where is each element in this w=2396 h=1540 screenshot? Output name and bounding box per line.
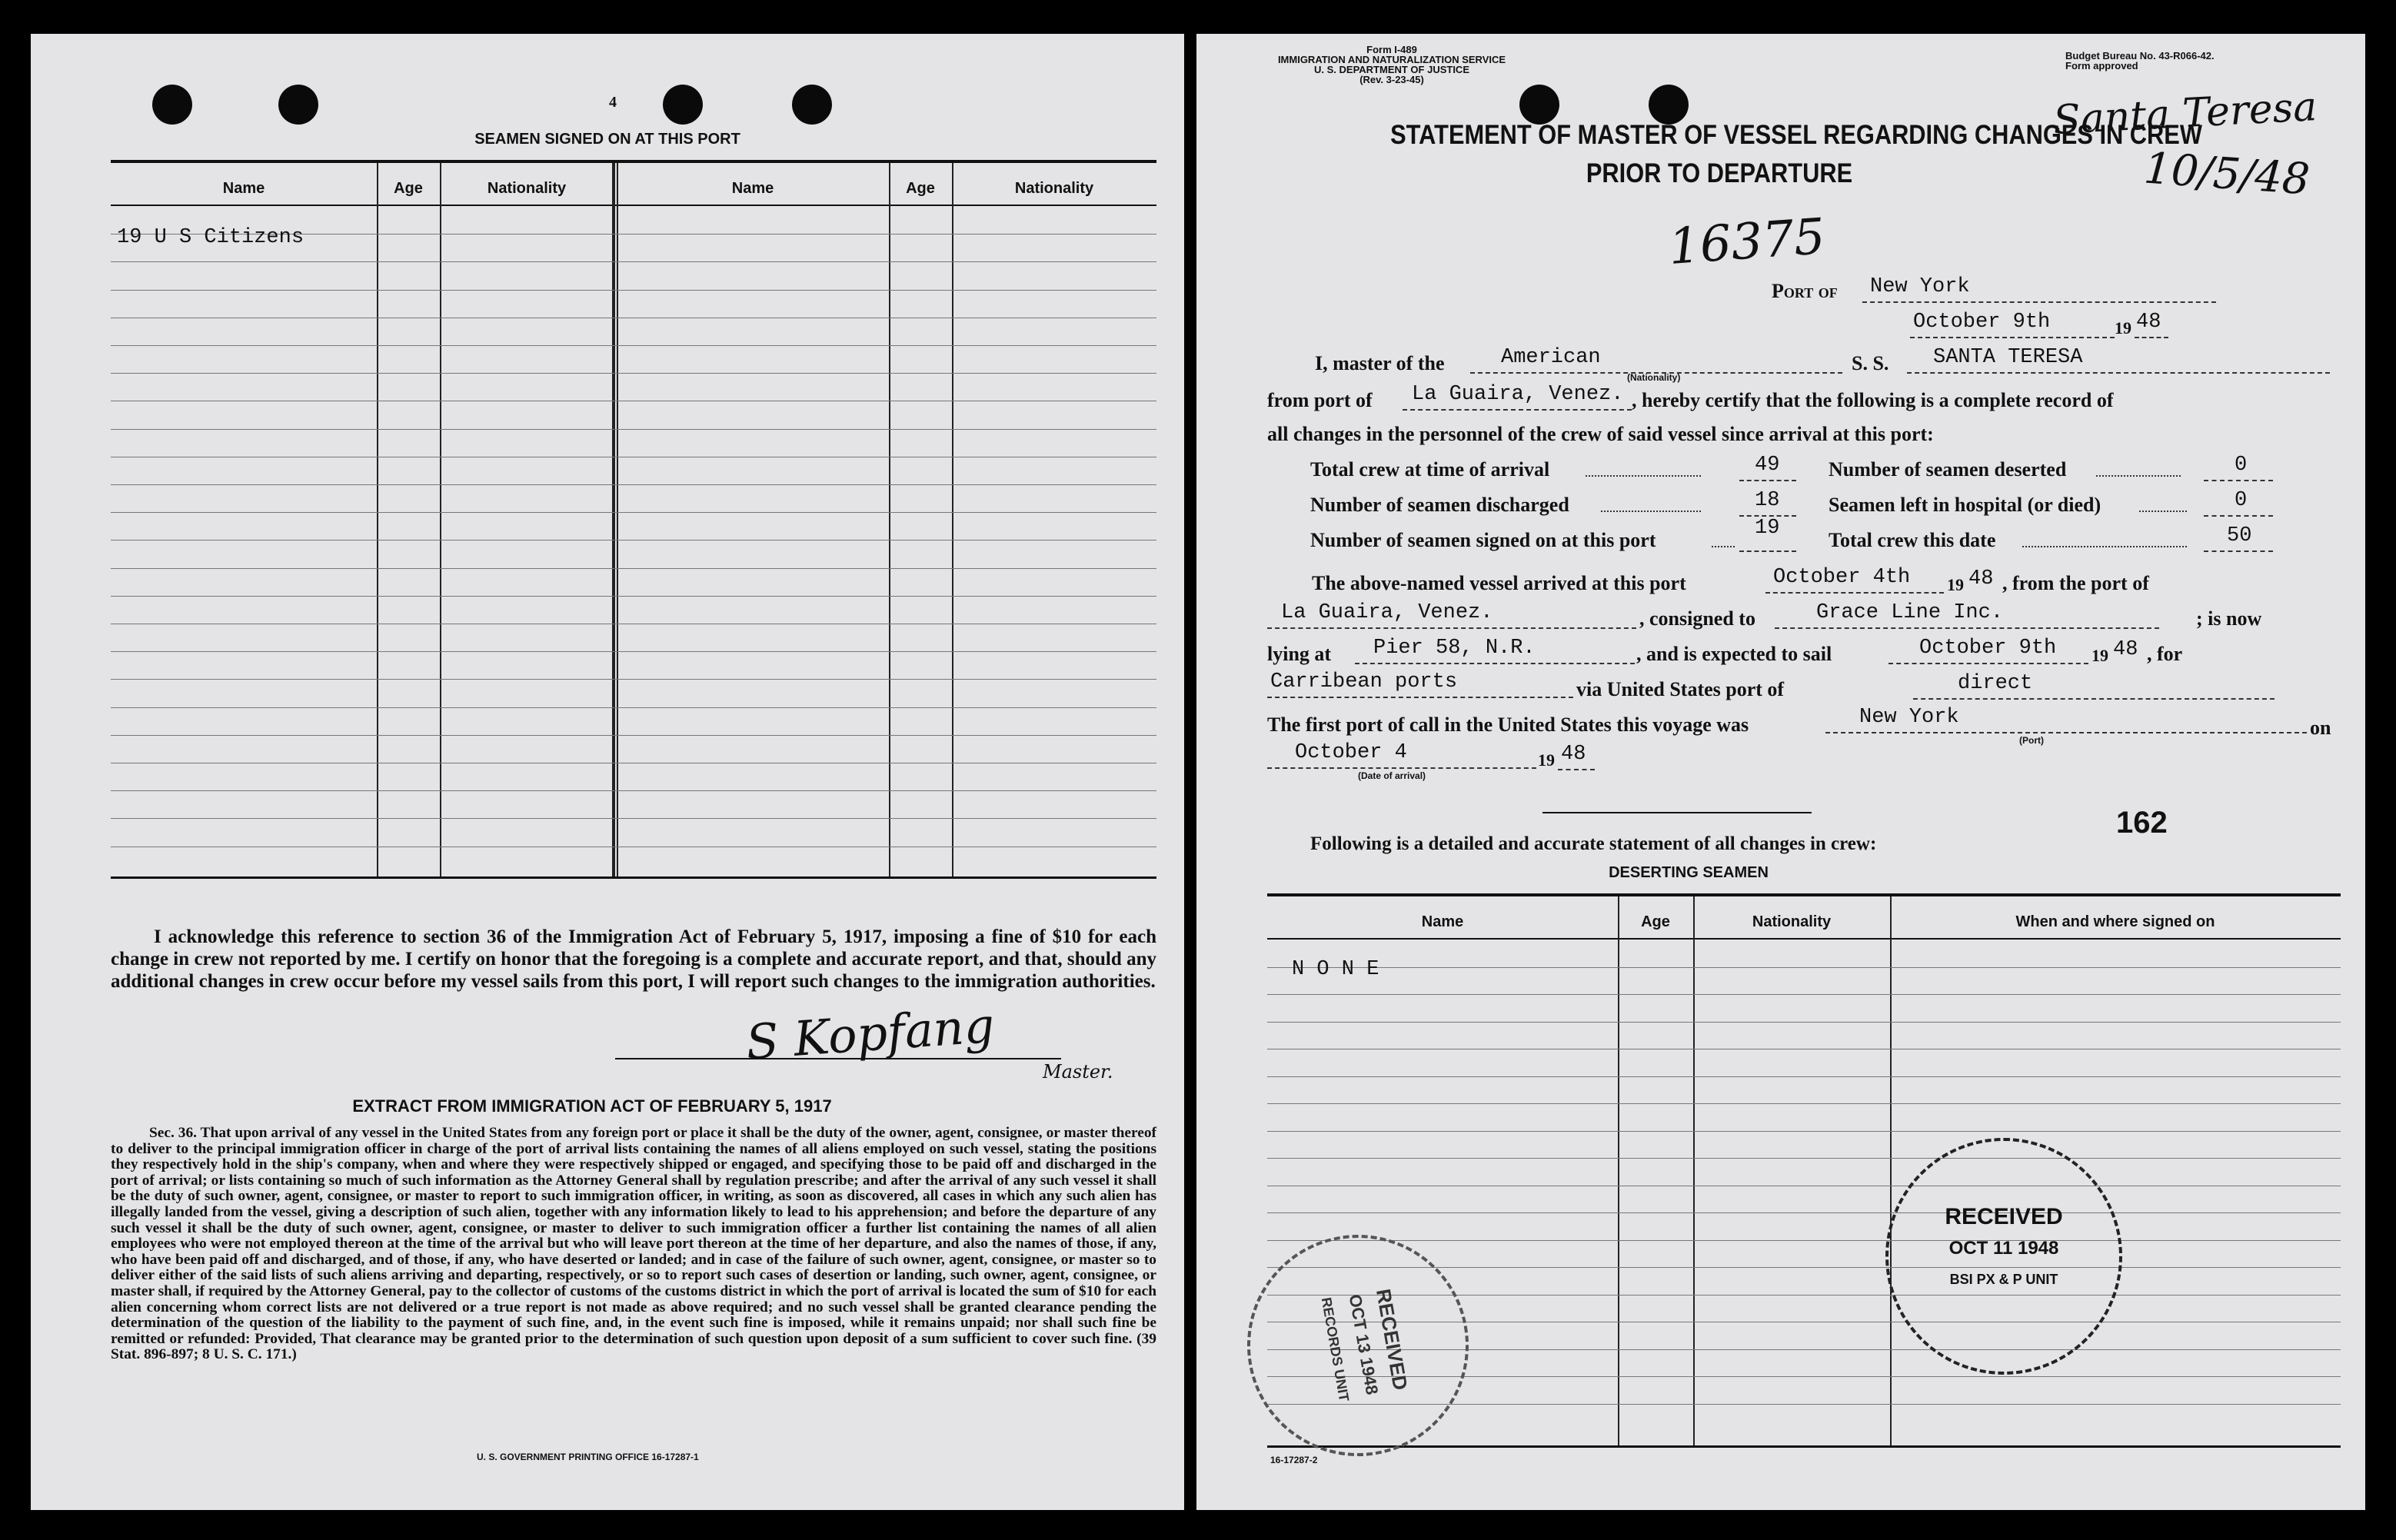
certify-text: , hereby certify that the following is a complete record of — [1632, 389, 2114, 411]
extract-title: EXTRACT FROM IMMIGRATION ACT OF FEBRUARY 5, 1917 — [352, 1096, 832, 1116]
port-caption: (Port) — [2019, 735, 2044, 746]
column-divider — [377, 163, 378, 876]
punch-hole — [278, 85, 318, 125]
punch-hole — [663, 85, 703, 125]
table-row — [111, 790, 1156, 791]
signed-on-value[interactable]: 19 — [1755, 517, 1780, 540]
budget-bureau-number: Budget Bureau No. 43-R066-42. — [2065, 50, 2215, 62]
hospital-label: Seamen left in hospital (or died) — [1829, 494, 2101, 516]
column-header-nationality: Nationality — [1014, 180, 1094, 197]
first-port-value[interactable]: New York — [1859, 706, 1959, 729]
discharged-value[interactable]: 18 — [1755, 489, 1780, 512]
table-row — [111, 261, 1156, 262]
received-stamp-date: OCT 11 1948 — [1948, 1238, 2059, 1259]
column-header-nationality: Nationality — [1752, 913, 1832, 930]
consignee-value[interactable]: Grace Line Inc. — [1816, 601, 2004, 624]
column-header-when-where: When and where signed on — [2015, 913, 2215, 930]
table-row — [111, 290, 1156, 291]
total-crew-arrival-value[interactable]: 49 — [1755, 454, 1780, 477]
total-today-label: Total crew this date — [1829, 529, 1996, 551]
from-port-value[interactable]: La Guaira, Venez. — [1412, 383, 1624, 406]
received-stamp-unit: BSI PX & P UNIT — [1949, 1272, 2058, 1287]
total-crew-arrival-label: Total crew at time of arrival — [1310, 458, 1550, 481]
sail-year[interactable]: 48 — [2113, 638, 2138, 661]
agency-line2: U. S. DEPARTMENT OF JUSTICE — [1314, 64, 1469, 75]
column-divider — [1693, 896, 1695, 1445]
via-label: via United States port of — [1576, 678, 1785, 700]
agency-line1: IMMIGRATION AND NATURALIZATION SERVICE — [1277, 54, 1506, 65]
revision: (Rev. 3-23-45) — [1359, 74, 1424, 85]
from-port-label: from port of — [1267, 389, 1373, 411]
hospital-value[interactable]: 0 — [2235, 489, 2248, 512]
table-header-rule — [111, 205, 1156, 206]
table-row — [1267, 967, 2341, 968]
printer-line: 16-17287-2 — [1270, 1455, 1318, 1465]
report-date[interactable]: October 9th — [1913, 311, 2051, 334]
column-header-age: Age — [1641, 913, 1670, 930]
extract-text: Sec. 36. That upon arrival of any vessel in the United States from any foreign port or place it shall be the duty of the owner, agent, consignee, or master thereof to deliver to the principal immigration officer in charge of the port of arrival lists containing the names of all aliens employed on such vessel, stating the positions they respectively hold in the ship's company, when and where they were respectively shipped or engaged, and specifying those to be paid off and discharged in the port of arrival; or lists containing so much of such information as the Attorney General shall by regulation prescribe; and after the arrival of any such vessel it shall be the duty of such owner, agent, consignee, or master to report to such immigration officer, in writing, as soon as discovered, all cases in which any such alien has illegally landed from the vessel, giving a description of such alien, together with any information likely to lead to his apprehension; and before the departure of any such vessel it shall be the duty of such owner, agent, consignee, or master to deliver to such immigration officer a further list containing the names of all alien employees who were not employed thereon at the time of the arrival but who will leave port thereon at the time of her departure, and also the names of those, if any, who have been paid off and discharged, and of those, if any, who have deserted or landed; and in case of the failure of such owner, agent, consignee, or master so to deliver either of the said lists of such aliens arriving and departing, respectively, or so to report such cases of desertion or landing, such owner, agent, consignee, or master shall, if required by the Attorney General, pay to the collector of customs of the customs district in which the port of arrival is located the sum of $10 for each alien concerning whom correct lists are not delivered or a true report is not made as above required; and no such vessel shall be granted clearance pending the determination of the question of the liability to the payment of such fine, and, in the event such fine is imposed, while it remains unpaid; nor shall such fine be remitted or refunded: Provided, That clearance may be granted prior to the determination of such question upon deposit of a sum sufficient to cover such fine. (39 Stat. 896-897; 8 U. S. C. 171.) — [111, 1125, 1156, 1363]
via-port[interactable]: direct — [1958, 672, 2033, 695]
table-row — [1267, 1240, 2341, 1241]
arrived-prefix: The above-named vessel arrived at this port — [1312, 572, 1686, 594]
table-row — [111, 818, 1156, 819]
table-row — [111, 568, 1156, 569]
table-row — [111, 735, 1156, 736]
arrived-from[interactable]: La Guaira, Venez. — [1281, 601, 1493, 624]
table-row — [1267, 1076, 2341, 1077]
table-row — [111, 679, 1156, 680]
certify-text-2: all changes in the personnel of the crew of said vessel since arrival at this port: — [1267, 423, 1934, 445]
destination[interactable]: Carribean ports — [1270, 670, 1458, 693]
year-prefix: 19 — [2092, 646, 2108, 665]
signature-role: Master. — [1043, 1061, 1113, 1083]
table-top-rule — [1267, 893, 2341, 896]
deserting-entry: N O N E — [1292, 958, 1379, 981]
section-title: SEAMEN SIGNED ON AT THIS PORT — [474, 131, 740, 148]
received-stamp-unit: RECORDS UNIT — [1318, 1296, 1353, 1403]
handwritten-file-number: 16375 — [1666, 208, 1827, 277]
separator-rule — [1542, 812, 1812, 813]
ss-label: S. S. — [1852, 352, 1889, 374]
on-label: on — [2310, 717, 2331, 739]
for-label: , for — [2147, 643, 2183, 665]
deserting-title: DESERTING SEAMEN — [1609, 864, 1769, 881]
arrived-year[interactable]: 48 — [1968, 567, 1994, 590]
expected-label: , and is expected to sail — [1636, 643, 1832, 665]
punch-hole — [1519, 85, 1559, 125]
column-divider — [1890, 896, 1892, 1445]
table-row — [1267, 994, 2341, 995]
received-stamp-title: RECEIVED — [1945, 1204, 2063, 1229]
year-prefix: 19 — [1947, 575, 1964, 594]
arrival-year[interactable]: 48 — [1561, 743, 1586, 766]
column-header-name: Name — [731, 180, 774, 197]
table-row — [1267, 1212, 2341, 1213]
left-page — [31, 34, 1184, 1510]
table-row — [1267, 1022, 2341, 1023]
table-row — [111, 707, 1156, 708]
form-title-line2: PRIOR TO DEPARTURE — [1586, 158, 1853, 188]
punch-hole — [792, 85, 832, 125]
table-row — [111, 596, 1156, 597]
table-row — [1267, 1103, 2341, 1104]
table-row — [111, 651, 1156, 652]
port-label: Port of — [1772, 280, 1838, 302]
handwritten-date: 10/5/48 — [2141, 143, 2311, 205]
nationality-caption: (Nationality) — [1627, 372, 1681, 383]
page-number: 4 — [609, 94, 617, 111]
table-row — [111, 512, 1156, 513]
form-title-line1: STATEMENT OF MASTER OF VESSEL REGARDING CHANGES IN CREW — [1390, 120, 2202, 150]
column-header-name: Name — [222, 180, 265, 197]
signed-on-label: Number of seamen signed on at this port — [1310, 529, 1656, 551]
table-row — [111, 484, 1156, 485]
column-header-name: Name — [1421, 913, 1464, 930]
column-divider — [952, 163, 953, 876]
total-today-value[interactable]: 50 — [2227, 524, 2252, 547]
first-port-label: The first port of call in the United States this voyage was — [1267, 713, 1749, 736]
column-divider — [612, 163, 615, 876]
from-port-of-label: , from the port of — [2002, 572, 2149, 594]
port-value[interactable]: New York — [1870, 275, 1970, 298]
column-divider — [617, 163, 618, 876]
year-prefix: 19 — [1538, 750, 1555, 770]
is-now-label: ; is now — [2196, 607, 2262, 630]
punch-hole — [152, 85, 192, 125]
deserted-label: Number of seamen deserted — [1829, 458, 2067, 481]
column-header-age: Age — [906, 180, 935, 197]
received-stamp-title: RECEIVED — [1372, 1287, 1413, 1392]
table-bottom-rule — [1267, 1445, 2341, 1448]
table-bottom-rule — [111, 876, 1156, 879]
acknowledgement-text: I acknowledge this reference to section 36 of the Immigration Act of February 5, 1917, imposing a fine of $10 for each change in crew not reported by me. I certify on honor that the foregoing is a complete and accurate report, and that, should any additional changes in crew occur before my vessel sails from this port, I will report such changes to the immigration authorities. — [111, 926, 1156, 992]
year-prefix: 19 — [2115, 318, 2131, 338]
column-divider — [440, 163, 441, 876]
sail-date[interactable]: October 9th — [1919, 637, 2057, 660]
form-approved: Form approved — [2065, 60, 2138, 72]
discharged-label: Number of seamen discharged — [1310, 494, 1569, 516]
deserted-value[interactable]: 0 — [2235, 454, 2248, 477]
received-stamp — [1885, 1138, 2122, 1375]
consigned-label: , consigned to — [1639, 607, 1755, 630]
form-header — [1276, 45, 1507, 85]
column-header-nationality: Nationality — [487, 180, 567, 197]
nationality-value[interactable]: American — [1501, 346, 1601, 369]
date-of-arrival-caption: (Date of arrival) — [1358, 770, 1426, 781]
table-header-rule — [1267, 938, 2341, 940]
stamped-number: 162 — [2116, 806, 2168, 840]
printer-line: U. S. GOVERNMENT PRINTING OFFICE 16-17287-1 — [477, 1452, 699, 1462]
following-text: Following is a detailed and accurate statement of all changes in crew: — [1310, 833, 1877, 854]
column-divider — [1618, 896, 1619, 1445]
column-header-age: Age — [394, 180, 423, 197]
master-prefix: I, master of the — [1315, 352, 1445, 374]
table-row — [111, 429, 1156, 430]
arrival-date[interactable]: October 4 — [1295, 741, 1407, 764]
form-number: Form I-489 — [1366, 44, 1417, 55]
table-row — [1267, 1158, 2341, 1159]
table-row-entry: 19 U S Citizens — [117, 226, 304, 249]
table-row — [111, 373, 1156, 374]
lying-label: lying at — [1267, 643, 1332, 665]
table-top-rule — [111, 160, 1156, 163]
budget-bureau — [2065, 51, 2215, 71]
report-year[interactable]: 48 — [2136, 311, 2161, 334]
table-row — [1267, 1131, 2341, 1132]
arrived-date[interactable]: October 4th — [1773, 566, 1911, 589]
received-stamp-date: OCT 13 1948 — [1345, 1292, 1383, 1396]
handwritten-ship-name: Santa Teresa — [2052, 84, 2318, 144]
lying-at-value[interactable]: Pier 58, N.R. — [1373, 637, 1536, 660]
column-divider — [889, 163, 890, 876]
master-signature: S Kopfang — [744, 996, 997, 1071]
vessel-name[interactable]: SANTA TERESA — [1933, 346, 2083, 369]
punch-hole — [1649, 85, 1689, 125]
table-row — [111, 345, 1156, 346]
